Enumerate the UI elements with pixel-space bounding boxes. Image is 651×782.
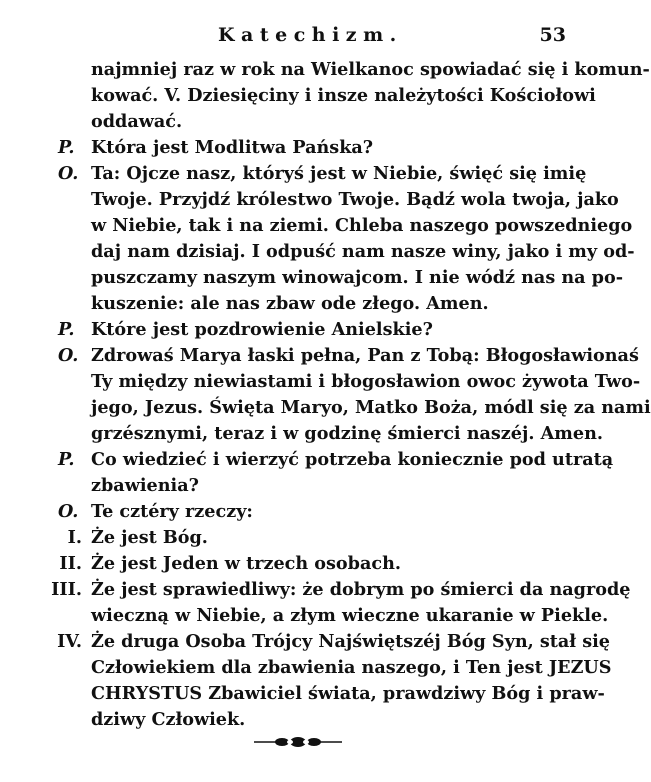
question-marker: P. [58, 137, 75, 158]
text-line: Że jest Bóg. [91, 527, 208, 548]
text-line: CHRYSTUS Zbawiciel świata, prawdziwy Bóg i praw- [91, 683, 605, 704]
text-line: Twoje. Przyjdź królestwo Twoje. Bądź wola twoja, jako [91, 189, 619, 210]
text-line: Człowiekiem dla zbawienia naszego, i Ten jest JEZUS [91, 657, 612, 678]
text-line: w Niebie, tak i na ziemi. Chleba naszego powszedniego [91, 215, 633, 236]
text-line: wieczną w Niebie, a złym wieczne ukaranie w Piekle. [91, 605, 609, 626]
question-entry [58, 447, 614, 499]
page-number: 53 [539, 24, 566, 46]
text-line: jego, Jezus. Święta Maryo, Matko Boża, módl się za nami [91, 397, 651, 418]
text-line: grzésznymi, teraz i w godzinę śmierci naszéj. Amen. [91, 423, 603, 444]
answer-marker: O. [58, 345, 79, 366]
enumerated-point [58, 551, 546, 577]
text-line: Która jest Modlitwa Pańska? [91, 137, 374, 158]
answer-entry [58, 499, 546, 525]
text-line: dziwy Człowiek. [91, 709, 246, 730]
text-line: Zdrowaś Marya łaski pełna, Pan z Tobą: Błogosławionaś [91, 345, 639, 366]
enumerated-point [51, 577, 631, 629]
text-line: oddawać. [91, 111, 183, 132]
answer-marker: O. [58, 501, 79, 522]
roman-numeral: II. [59, 553, 82, 574]
question-entry [58, 135, 546, 161]
text-line: kować. V. Dziesięciny i insze należytości Kościołowi [91, 85, 596, 106]
text-line: Ty między niewiastami i błogosławion owoc żywota Two- [91, 371, 641, 392]
text-line: zbawienia? [91, 475, 199, 496]
text-line: Które jest pozdrowienie Anielskie? [91, 319, 433, 340]
text-line: Że druga Osoba Trójcy Najświętszéj Bóg Syn, stał się [91, 631, 610, 652]
text-line: kuszenie: ale nas zbaw ode złego. Amen. [91, 293, 489, 314]
answer-entry [58, 343, 651, 447]
question-marker: P. [58, 449, 75, 470]
text-line: daj nam dzisiaj. I odpuść nam nasze winy, jako i my od- [91, 241, 635, 262]
enumerated-point [58, 525, 546, 551]
page-header [0, 24, 594, 50]
answer-marker: O. [58, 163, 79, 184]
enumerated-point [57, 629, 612, 733]
text-line: Ta: Ojcze nasz, któryś jest w Niebie, święć się imię [91, 163, 587, 184]
roman-numeral: IV. [57, 631, 82, 652]
running-title: Katechizm. [218, 24, 403, 46]
question-marker: P. [58, 319, 75, 340]
text-line: Te cztéry rzeczy: [91, 501, 253, 522]
catechism-text [51, 57, 651, 733]
question-entry [58, 317, 546, 343]
text-line: puszczamy naszym winowajcom. I nie wódź nas na po- [91, 267, 624, 288]
continuation-paragraph [58, 57, 650, 135]
answer-entry [58, 161, 635, 317]
text-line: Że jest sprawiedliwy: że dobrym po śmierci da nagrodę [91, 579, 631, 600]
text-line: Że jest Jeden w trzech osobach. [91, 553, 401, 574]
tailpiece-ornament-icon [252, 735, 344, 749]
roman-numeral: III. [51, 579, 82, 600]
text-line: Co wiedzieć i wierzyć potrzeba koniecznie pod utratą [91, 449, 614, 470]
roman-numeral: I. [67, 527, 82, 548]
text-line: najmniej raz w rok na Wielkanoc spowiadać się i komun- [91, 59, 650, 80]
